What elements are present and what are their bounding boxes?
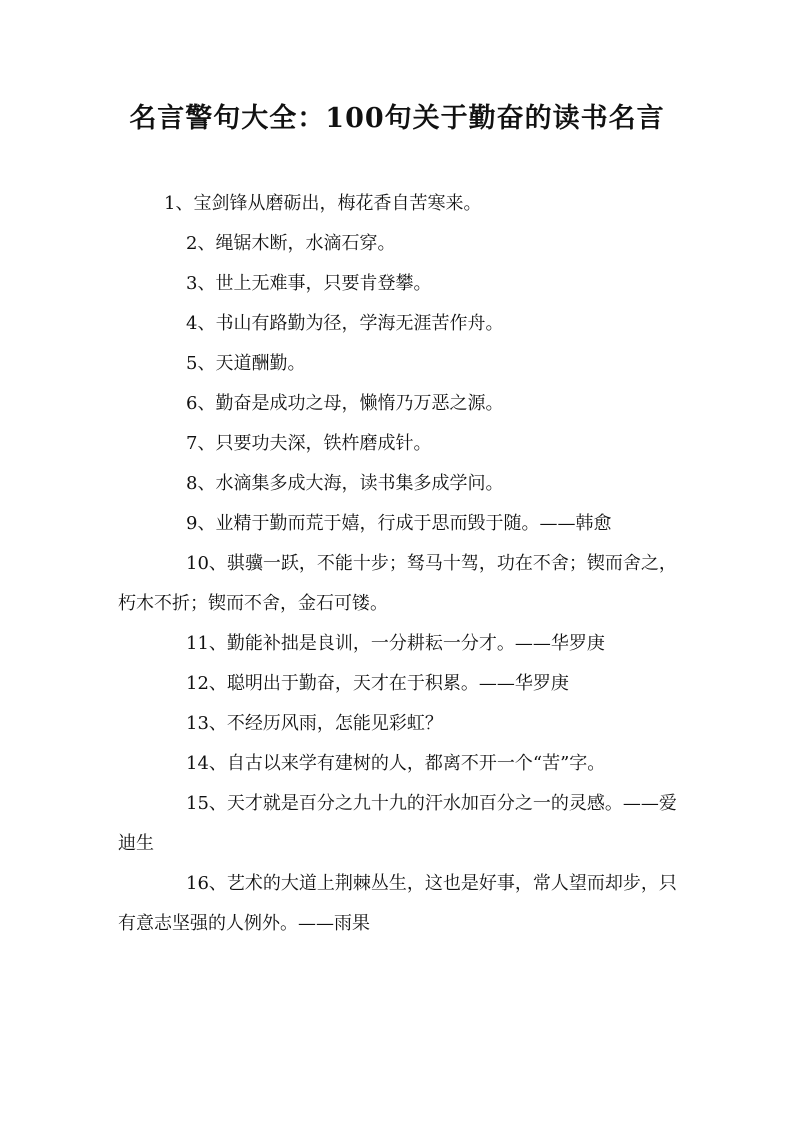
quote-item: 4、书山有路勤为径，学海无涯苦作舟。 bbox=[186, 313, 504, 334]
quote-item: 11、勤能补拙是良训，一分耕耘一分才。——华罗庚 bbox=[186, 633, 605, 654]
quote-item: 6、勤奋是成功之母，懒惰乃万恶之源。 bbox=[186, 393, 504, 414]
quote-item: 5、天道酬勤。 bbox=[186, 353, 306, 374]
quote-item: 14、自古以来学有建树的人，都离不开一个“苦”字。 bbox=[186, 753, 606, 774]
quote-item: 1、宝剑锋从磨砺出，梅花香自苦寒来。 bbox=[164, 193, 482, 214]
quote-list bbox=[118, 184, 678, 944]
quote-item: 15、天才就是百分之九十九的汗水加百分之一的灵感。——爱迪生 bbox=[118, 793, 677, 854]
quote-item: 10、骐骥一跃，不能十步；驽马十驾，功在不舍；锲而舍之，朽木不折；锲而不舍，金石可镂。 bbox=[118, 553, 677, 614]
quote-item: 3、世上无难事，只要肯登攀。 bbox=[186, 273, 432, 294]
quote-item: 13、不经历风雨，怎能见彩虹？ bbox=[186, 713, 443, 734]
quote-item: 16、艺术的大道上荆棘丛生，这也是好事，常人望而却步，只有意志坚强的人例外。——雨果 bbox=[118, 873, 677, 934]
document-title: 名言警句大全：100句关于勤奋的读书名言 bbox=[129, 103, 665, 134]
quote-item: 7、只要功夫深，铁杵磨成针。 bbox=[186, 433, 432, 454]
quote-item: 8、水滴集多成大海，读书集多成学问。 bbox=[186, 473, 504, 494]
quote-item: 2、绳锯木断，水滴石穿。 bbox=[186, 233, 396, 254]
quote-item: 12、聪明出于勤奋，天才在于积累。——华罗庚 bbox=[186, 673, 569, 694]
quote-item: 9、业精于勤而荒于嬉，行成于思而毁于随。——韩愈 bbox=[186, 513, 612, 534]
